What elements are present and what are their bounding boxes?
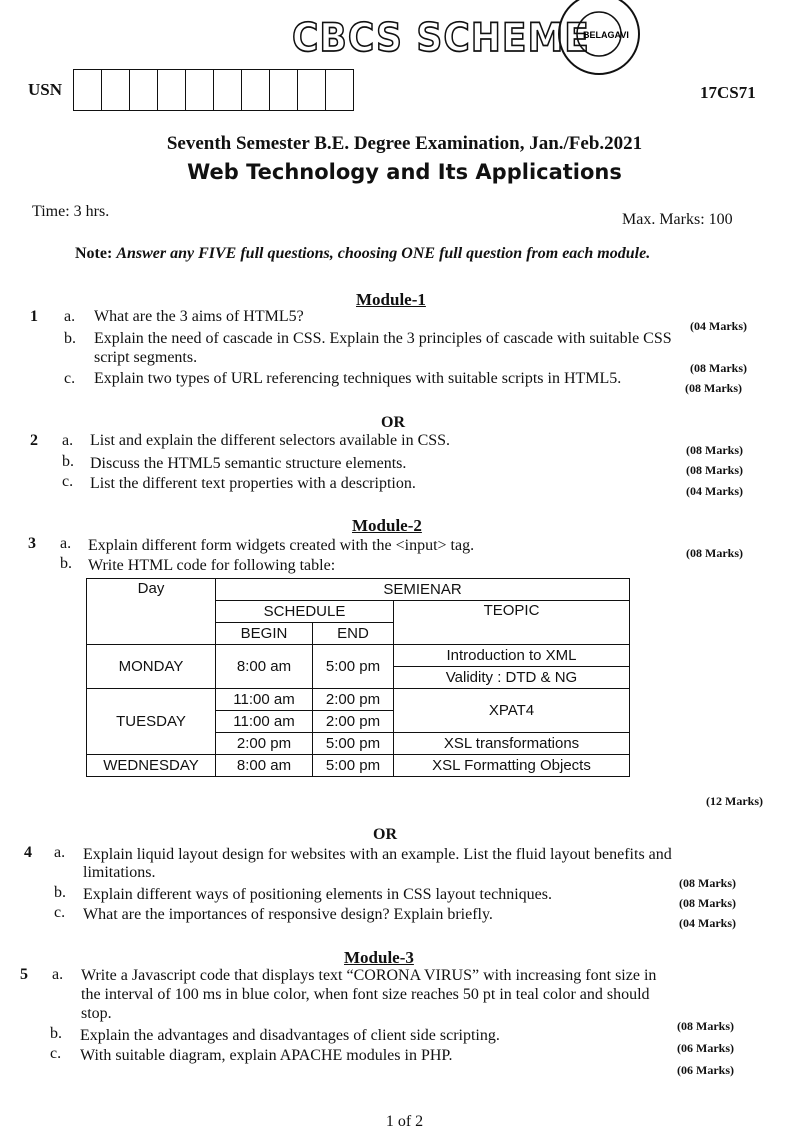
q3b-label: b. xyxy=(60,555,72,572)
table-cell: BEGIN xyxy=(216,623,313,645)
q3a-marks: (08 Marks) xyxy=(686,546,743,560)
q4b-label: b. xyxy=(54,884,66,901)
q5b-text: Explain the advantages and disadvantages of client side scripting. xyxy=(80,1027,500,1044)
q1b-label: b. xyxy=(64,330,76,347)
table-cell: 11:00 am xyxy=(216,689,313,711)
table-cell: 2:00 pm xyxy=(216,733,313,755)
q1c-text: Explain two types of URL referencing techniques with suitable scripts in HTML5. xyxy=(94,370,622,387)
q5c-marks: (06 Marks) xyxy=(677,1063,734,1077)
usn-box[interactable] xyxy=(158,70,186,110)
course-code: 17CS71 xyxy=(700,83,756,102)
usn-box[interactable] xyxy=(242,70,270,110)
subject-title: Web Technology and Its Applications xyxy=(187,160,622,184)
q4b-text: Explain different ways of positioning elements in CSS layout techniques. xyxy=(83,886,552,903)
table-cell: XSL Formatting Objects xyxy=(394,755,630,777)
q2a-label: a. xyxy=(62,432,74,449)
usn-box[interactable] xyxy=(186,70,214,110)
table-cell: TUESDAY xyxy=(87,689,216,755)
table-cell: 5:00 pm xyxy=(313,733,394,755)
table-cell: Validity : DTD & NG xyxy=(394,667,630,689)
table-cell: 5:00 pm xyxy=(313,645,394,689)
table-cell: SCHEDULE xyxy=(216,601,394,623)
module-1-title: Module-1 xyxy=(356,290,426,309)
page-number: 1 of 2 xyxy=(385,1113,424,1130)
table-cell: Introduction to XML xyxy=(394,645,630,667)
usn-boxes[interactable] xyxy=(73,69,354,111)
usn-box[interactable] xyxy=(326,70,353,110)
table-cell: 5:00 pm xyxy=(313,755,394,777)
q4a-text-2: limitations. xyxy=(83,864,156,881)
max-marks: Max. Marks: 100 xyxy=(622,211,733,228)
q5a-label: a. xyxy=(52,966,64,983)
q4c-marks: (04 Marks) xyxy=(679,916,736,930)
table-cell: 11:00 am xyxy=(216,711,313,733)
q3-number: 3 xyxy=(28,535,36,552)
q4c-text: What are the importances of responsive design? Explain briefly. xyxy=(83,906,493,923)
module-3-title: Module-3 xyxy=(344,948,414,967)
instruction-note xyxy=(75,245,650,263)
q4-number: 4 xyxy=(24,844,32,861)
note-label: Note: xyxy=(75,245,113,262)
usn-box[interactable] xyxy=(214,70,242,110)
q5a-marks: (08 Marks) xyxy=(677,1019,734,1033)
q2a-marks: (08 Marks) xyxy=(686,443,743,457)
q5c-label: c. xyxy=(50,1045,62,1062)
usn-box[interactable] xyxy=(298,70,326,110)
table-cell: 2:00 pm xyxy=(313,711,394,733)
or-separator: OR xyxy=(373,826,397,843)
usn-label: USN xyxy=(28,80,63,99)
exam-title: Seventh Semester B.E. Degree Examination, Jan./Feb.2021 xyxy=(166,133,643,154)
q4a-label: a. xyxy=(54,844,66,861)
table-cell: 8:00 am xyxy=(216,645,313,689)
q2b-marks: (08 Marks) xyxy=(686,463,743,477)
q2-number: 2 xyxy=(30,432,38,449)
usn-box[interactable] xyxy=(270,70,298,110)
q4a-text-1: Explain liquid layout design for websites with an example. List the fluid layout benefits and xyxy=(83,846,672,863)
q5b-marks: (06 Marks) xyxy=(677,1041,734,1055)
q5a-text-2: the interval of 100 ms in blue color, when font size reaches 50 pt in teal color and should xyxy=(81,986,650,1003)
q5c-text: With suitable diagram, explain APACHE modules in PHP. xyxy=(80,1047,453,1064)
scheme-title: CBCS SCHEME xyxy=(292,15,590,62)
usn-box[interactable] xyxy=(102,70,130,110)
table-cell: END xyxy=(313,623,394,645)
q3b-text: Write HTML code for following table: xyxy=(88,557,336,574)
q2b-label: b. xyxy=(62,453,74,470)
table-cell: MONDAY xyxy=(87,645,216,689)
q2c-label: c. xyxy=(62,473,74,490)
table-cell: Day xyxy=(87,579,216,645)
exam-time: Time: 3 hrs. xyxy=(32,203,110,220)
q5a-text-1: Write a Javascript code that displays text “CORONA VIRUS” with increasing font size in xyxy=(81,967,657,984)
table-cell: 2:00 pm xyxy=(313,689,394,711)
usn-box[interactable] xyxy=(130,70,158,110)
note-text: Answer any FIVE full questions, choosing ONE full question from each module. xyxy=(116,245,651,262)
q1-number: 1 xyxy=(30,308,38,325)
q1c-label: c. xyxy=(64,370,76,387)
usn-box[interactable] xyxy=(74,70,102,110)
table-cell: WEDNESDAY xyxy=(87,755,216,777)
table-cell: SEMIENAR xyxy=(216,579,630,601)
q5-number: 5 xyxy=(20,966,28,983)
seal-text: BELAGAVI xyxy=(583,30,629,40)
table-cell: XSL transformations xyxy=(394,733,630,755)
q5a-text-3: stop. xyxy=(81,1005,112,1022)
q3a-label: a. xyxy=(60,535,72,552)
q1a-label: a. xyxy=(64,308,76,325)
q2b-text: Discuss the HTML5 semantic structure elements. xyxy=(90,455,407,472)
q2a-text: List and explain the different selectors available in CSS. xyxy=(90,432,451,449)
or-separator: OR xyxy=(381,414,405,431)
q4c-label: c. xyxy=(54,904,66,921)
q2c-marks: (04 Marks) xyxy=(686,484,743,498)
module-2-title: Module-2 xyxy=(352,516,422,535)
q1c-marks: (08 Marks) xyxy=(685,381,742,395)
q4b-marks: (08 Marks) xyxy=(679,896,736,910)
q3a-text: Explain different form widgets created with the <input> tag. xyxy=(88,537,475,554)
college-seal-icon xyxy=(553,0,645,80)
seminar-table xyxy=(86,578,630,777)
q1b-text-1: Explain the need of cascade in CSS. Explain the 3 principles of cascade with suitable CSS xyxy=(94,330,672,347)
q1b-text-2: script segments. xyxy=(94,349,198,366)
q1a-marks: (04 Marks) xyxy=(690,319,747,333)
table-cell: XPAT4 xyxy=(394,689,630,733)
q1a-text: What are the 3 aims of HTML5? xyxy=(94,308,304,325)
q5b-label: b. xyxy=(50,1025,62,1042)
table-cell: 8:00 am xyxy=(216,755,313,777)
q2c-text: List the different text properties with a description. xyxy=(90,475,416,492)
q4a-marks: (08 Marks) xyxy=(679,876,736,890)
q1b-marks: (08 Marks) xyxy=(690,361,747,375)
q3b-marks: (12 Marks) xyxy=(706,794,763,808)
table-cell: TEOPIC xyxy=(394,601,630,645)
